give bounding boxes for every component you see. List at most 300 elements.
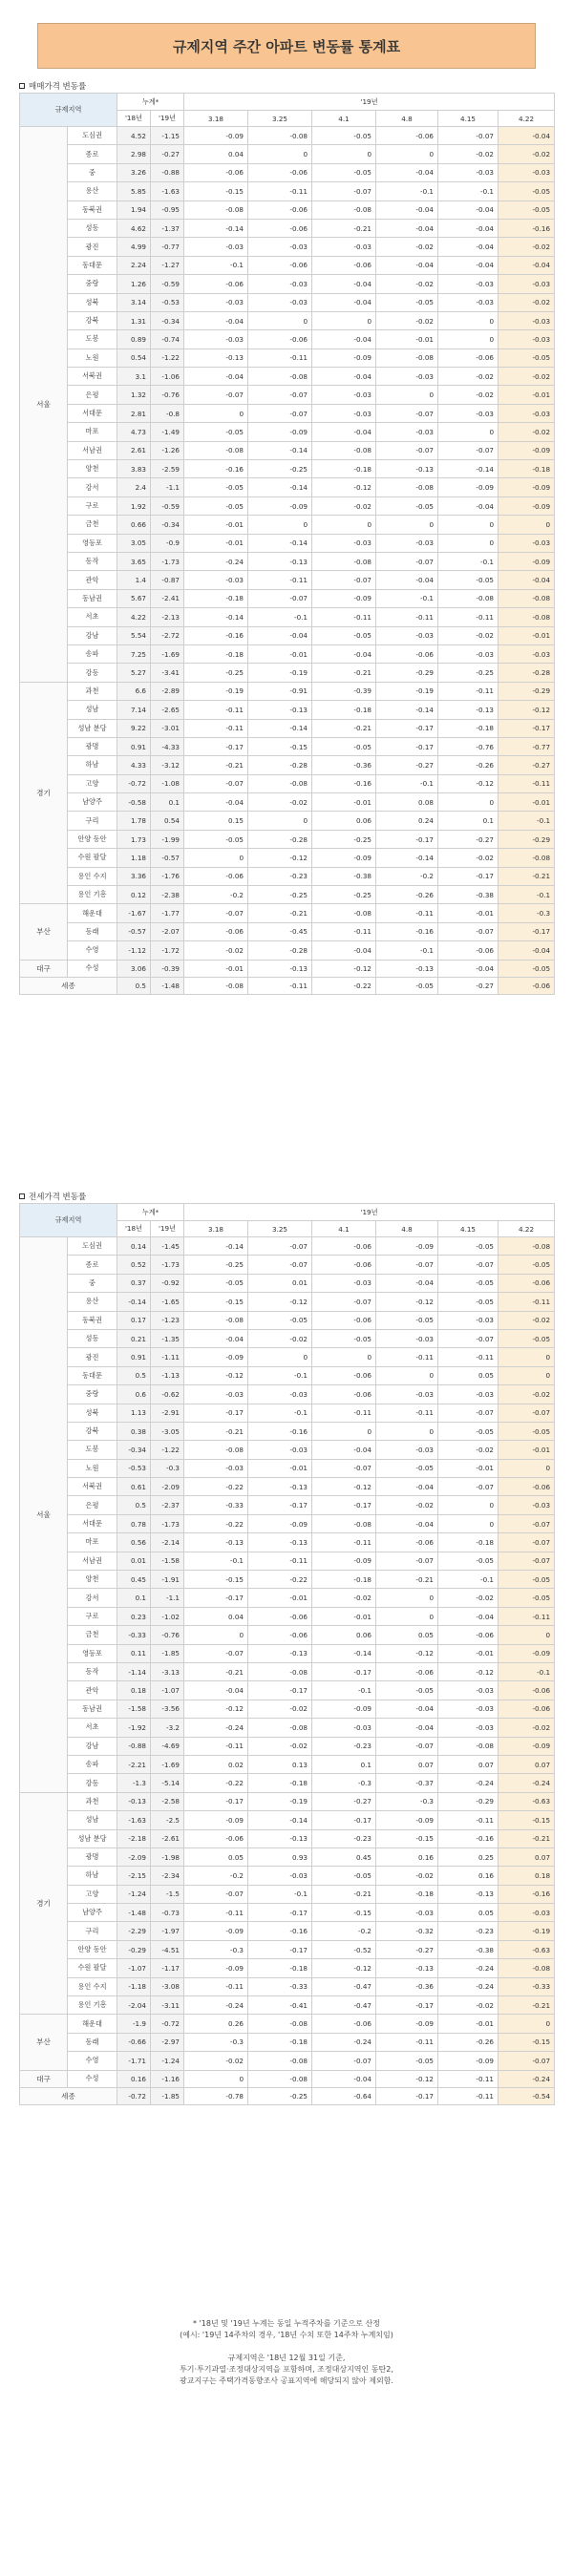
district-cell: 동대문 bbox=[68, 256, 117, 274]
table-row bbox=[20, 682, 555, 700]
value-cell: -0.04 bbox=[312, 2070, 376, 2087]
table-row bbox=[20, 960, 555, 977]
region-cell: 경기 bbox=[20, 1792, 68, 2015]
value-cell: -0.24 bbox=[438, 1774, 499, 1792]
district-cell: 서대문 bbox=[68, 404, 117, 422]
district-cell: 성남 분당 bbox=[68, 719, 117, 737]
table-row bbox=[20, 423, 555, 441]
value-cell: -0.02 bbox=[499, 423, 555, 441]
value-cell: -0.29 bbox=[499, 830, 555, 848]
value-cell: -1.77 bbox=[151, 904, 184, 922]
value-cell: -1.97 bbox=[151, 1922, 184, 1940]
value-cell: -1.18 bbox=[117, 1977, 151, 1995]
table-row bbox=[20, 441, 555, 459]
value-cell: -0.01 bbox=[248, 1589, 312, 1607]
value-cell: -0.01 bbox=[499, 793, 555, 812]
value-cell: -0.17 bbox=[376, 830, 438, 848]
value-cell: -0.14 bbox=[184, 219, 248, 237]
value-cell: -0.03 bbox=[438, 1311, 499, 1329]
header-row-1 bbox=[20, 1204, 555, 1221]
table-row bbox=[20, 460, 555, 478]
region-cell: 세종 bbox=[20, 977, 117, 994]
value-cell: 0.14 bbox=[117, 1237, 151, 1256]
value-cell: -1.99 bbox=[151, 830, 184, 848]
table-row bbox=[20, 386, 555, 404]
table-row bbox=[20, 1237, 555, 1256]
value-cell: -0.21 bbox=[312, 664, 376, 682]
table-row bbox=[20, 1293, 555, 1311]
value-cell: -0.06 bbox=[499, 1478, 555, 1496]
value-cell: -2.09 bbox=[117, 1848, 151, 1866]
value-cell: -0.09 bbox=[376, 1811, 438, 1829]
value-cell: -0.02 bbox=[376, 1496, 438, 1514]
value-cell: -0.04 bbox=[376, 1514, 438, 1532]
district-cell: 남양주 bbox=[68, 793, 117, 812]
value-cell: 0.08 bbox=[376, 793, 438, 812]
value-cell: -4.69 bbox=[151, 1737, 184, 1755]
district-cell: 동대문 bbox=[68, 1366, 117, 1384]
value-cell: -0.33 bbox=[248, 1977, 312, 1995]
value-cell: -0.63 bbox=[499, 1792, 555, 1810]
value-cell: -3.2 bbox=[151, 1719, 184, 1737]
district-cell: 안양 동안 bbox=[68, 1940, 117, 1958]
value-cell: -0.03 bbox=[376, 626, 438, 644]
value-cell: -0.03 bbox=[312, 534, 376, 552]
value-cell: -0.02 bbox=[499, 238, 555, 256]
value-cell: -0.05 bbox=[376, 977, 438, 994]
table-row bbox=[20, 1719, 555, 1737]
district-cell: 은평 bbox=[68, 1496, 117, 1514]
value-cell: -0.01 bbox=[248, 1459, 312, 1477]
checkbox-square-icon bbox=[19, 83, 25, 89]
table-row bbox=[20, 1256, 555, 1274]
table-row bbox=[20, 1626, 555, 1644]
table-row bbox=[20, 644, 555, 663]
value-cell: -0.14 bbox=[312, 1644, 376, 1662]
table-row bbox=[20, 1700, 555, 1718]
value-cell: 0.66 bbox=[117, 516, 151, 534]
value-cell: -0.06 bbox=[376, 1533, 438, 1552]
value-cell: -0.04 bbox=[376, 219, 438, 237]
table-row bbox=[20, 1774, 555, 1792]
value-cell: -0.01 bbox=[312, 793, 376, 812]
value-cell: -0.08 bbox=[248, 1662, 312, 1680]
district-cell: 강남 bbox=[68, 1737, 117, 1755]
district-cell: 마포 bbox=[68, 423, 117, 441]
value-cell: -0.1 bbox=[499, 812, 555, 830]
value-cell: -0.03 bbox=[499, 330, 555, 348]
value-cell: -0.28 bbox=[248, 756, 312, 774]
value-cell: -0.17 bbox=[184, 737, 248, 755]
value-cell: -0.02 bbox=[438, 849, 499, 867]
value-cell: -0.05 bbox=[184, 830, 248, 848]
jeonse-change-table bbox=[19, 1203, 555, 2105]
value-cell: -0.05 bbox=[438, 571, 499, 589]
value-cell: 0 bbox=[312, 1422, 376, 1440]
table-row bbox=[20, 2087, 555, 2104]
value-cell: 0.21 bbox=[117, 1329, 151, 1347]
value-cell: -0.05 bbox=[248, 1311, 312, 1329]
value-cell: -0.17 bbox=[248, 1681, 312, 1700]
value-cell: -1.67 bbox=[117, 904, 151, 922]
value-cell: -0.08 bbox=[248, 2070, 312, 2087]
district-cell: 서북권 bbox=[68, 368, 117, 386]
value-cell: -0.03 bbox=[312, 238, 376, 256]
district-cell: 안양 동안 bbox=[68, 830, 117, 848]
value-cell: -0.05 bbox=[438, 1293, 499, 1311]
table-row bbox=[20, 737, 555, 755]
value-cell: -0.25 bbox=[184, 1256, 248, 1274]
value-cell: -1.14 bbox=[117, 1662, 151, 1680]
district-cell: 성남 bbox=[68, 701, 117, 719]
value-cell: -0.66 bbox=[117, 2033, 151, 2051]
value-cell: -0.17 bbox=[184, 1404, 248, 1422]
value-cell: -0.07 bbox=[248, 1237, 312, 1256]
value-cell: -0.05 bbox=[184, 1274, 248, 1292]
value-cell: 0.05 bbox=[438, 1366, 499, 1384]
value-cell: -0.09 bbox=[499, 478, 555, 496]
value-cell: -0.3 bbox=[376, 1792, 438, 1810]
value-cell: -1.22 bbox=[151, 348, 184, 367]
table-row bbox=[20, 977, 555, 994]
table-row bbox=[20, 1366, 555, 1384]
table-row bbox=[20, 275, 555, 293]
value-cell: 2.81 bbox=[117, 404, 151, 422]
value-cell: -0.11 bbox=[499, 1607, 555, 1625]
value-cell: -0.18 bbox=[248, 2033, 312, 2051]
district-cell: 성북 bbox=[68, 1404, 117, 1422]
value-cell: -0.04 bbox=[376, 1719, 438, 1737]
value-cell: -0.11 bbox=[248, 1552, 312, 1570]
value-cell: -0.17 bbox=[184, 1792, 248, 1810]
value-cell: -0.06 bbox=[376, 644, 438, 663]
district-cell: 영등포 bbox=[68, 1644, 117, 1662]
value-cell: 0 bbox=[438, 423, 499, 441]
value-cell: -0.11 bbox=[184, 1977, 248, 1995]
district-cell: 도심권 bbox=[68, 1237, 117, 1256]
value-cell: -0.07 bbox=[184, 1644, 248, 1662]
value-cell: -3.56 bbox=[151, 1700, 184, 1718]
district-cell: 동남권 bbox=[68, 1700, 117, 1718]
district-cell: 용인 기흥 bbox=[68, 886, 117, 904]
value-cell: -0.07 bbox=[438, 1329, 499, 1347]
value-cell: -0.14 bbox=[184, 608, 248, 626]
value-cell: 1.32 bbox=[117, 386, 151, 404]
page-title: 규제지역 주간 아파트 변동률 통계표 bbox=[37, 23, 536, 69]
value-cell: 0.15 bbox=[184, 812, 248, 830]
value-cell: 0.1 bbox=[151, 793, 184, 812]
district-cell: 광명 bbox=[68, 1848, 117, 1866]
value-cell: -0.11 bbox=[184, 701, 248, 719]
district-cell: 구리 bbox=[68, 1922, 117, 1940]
table-row bbox=[20, 608, 555, 626]
table-row bbox=[20, 1589, 555, 1607]
value-cell: -0.17 bbox=[312, 1811, 376, 1829]
value-cell: -0.05 bbox=[438, 1274, 499, 1292]
value-cell: 6.6 bbox=[117, 682, 151, 700]
value-cell: -0.05 bbox=[499, 1422, 555, 1440]
table-row bbox=[20, 1829, 555, 1848]
value-cell: -0.87 bbox=[151, 571, 184, 589]
value-cell: -0.02 bbox=[376, 311, 438, 329]
value-cell: -0.8 bbox=[151, 404, 184, 422]
value-cell: 0.01 bbox=[248, 1274, 312, 1292]
value-cell: 0 bbox=[248, 516, 312, 534]
value-cell: -0.2 bbox=[312, 1922, 376, 1940]
value-cell: -0.07 bbox=[376, 404, 438, 422]
value-cell: -0.03 bbox=[376, 534, 438, 552]
value-cell: -0.03 bbox=[376, 1329, 438, 1347]
value-cell: -0.15 bbox=[312, 1904, 376, 1922]
value-cell: -0.05 bbox=[499, 1589, 555, 1607]
value-cell: -0.3 bbox=[312, 1774, 376, 1792]
value-cell: -0.18 bbox=[499, 460, 555, 478]
value-cell: -0.12 bbox=[248, 849, 312, 867]
value-cell: -0.03 bbox=[376, 1904, 438, 1922]
district-cell: 용산 bbox=[68, 1293, 117, 1311]
value-cell: -2.09 bbox=[151, 1478, 184, 1496]
region-cell: 부산 bbox=[20, 2015, 68, 2070]
value-cell: -1.26 bbox=[151, 441, 184, 459]
value-cell: -0.21 bbox=[312, 219, 376, 237]
value-cell: 1.78 bbox=[117, 812, 151, 830]
value-cell: -0.17 bbox=[376, 737, 438, 755]
value-cell: -0.12 bbox=[438, 774, 499, 792]
value-cell: -1.37 bbox=[151, 219, 184, 237]
value-cell: 7.14 bbox=[117, 701, 151, 719]
week-date-header: 4.1 bbox=[312, 1221, 376, 1237]
value-cell: -1.15 bbox=[151, 127, 184, 145]
value-cell: -0.06 bbox=[248, 163, 312, 181]
value-cell: -0.05 bbox=[438, 1422, 499, 1440]
value-cell: -0.08 bbox=[376, 348, 438, 367]
value-cell: -0.26 bbox=[438, 2033, 499, 2051]
district-cell: 수성 bbox=[68, 2070, 117, 2087]
value-cell: -0.24 bbox=[438, 1977, 499, 1995]
region-header: 규제지역 bbox=[20, 1204, 117, 1237]
value-cell: -0.01 bbox=[184, 960, 248, 977]
cumulative-year-header: '18년 bbox=[117, 111, 151, 127]
value-cell: 0 bbox=[376, 516, 438, 534]
value-cell: 3.36 bbox=[117, 867, 151, 885]
value-cell: -0.06 bbox=[248, 256, 312, 274]
value-cell: -0.04 bbox=[312, 423, 376, 441]
value-cell: -0.27 bbox=[499, 756, 555, 774]
value-cell: -0.07 bbox=[376, 1737, 438, 1755]
value-cell: -4.51 bbox=[151, 1940, 184, 1958]
value-cell: 0.11 bbox=[117, 1644, 151, 1662]
value-cell: -0.09 bbox=[499, 441, 555, 459]
value-cell: -0.03 bbox=[438, 644, 499, 663]
value-cell: 0.06 bbox=[312, 812, 376, 830]
value-cell: -1.65 bbox=[151, 1293, 184, 1311]
value-cell: -0.01 bbox=[499, 1441, 555, 1459]
value-cell: -1.73 bbox=[151, 1514, 184, 1532]
table-row bbox=[20, 1885, 555, 1903]
table-row bbox=[20, 1904, 555, 1922]
value-cell: 0.1 bbox=[438, 812, 499, 830]
value-cell: -0.13 bbox=[248, 552, 312, 570]
value-cell: 0 bbox=[499, 1459, 555, 1477]
value-cell: -0.07 bbox=[499, 1404, 555, 1422]
table-row bbox=[20, 368, 555, 386]
value-cell: -0.05 bbox=[499, 1571, 555, 1589]
value-cell: -0.13 bbox=[117, 1792, 151, 1810]
value-cell: -1.23 bbox=[151, 1311, 184, 1329]
value-cell: -1.48 bbox=[117, 1904, 151, 1922]
table-row bbox=[20, 941, 555, 960]
value-cell: -0.01 bbox=[184, 534, 248, 552]
value-cell: 0 bbox=[499, 1626, 555, 1644]
value-cell: -0.05 bbox=[376, 1681, 438, 1700]
value-cell: -0.15 bbox=[376, 1829, 438, 1848]
value-cell: -0.24 bbox=[184, 1719, 248, 1737]
value-cell: -1.08 bbox=[151, 774, 184, 792]
table-row bbox=[20, 664, 555, 682]
value-cell: -0.11 bbox=[499, 1293, 555, 1311]
district-cell: 용산 bbox=[68, 182, 117, 201]
value-cell: -0.08 bbox=[184, 1441, 248, 1459]
value-cell: -0.08 bbox=[248, 2015, 312, 2033]
value-cell: 0.16 bbox=[117, 2070, 151, 2087]
value-cell: -0.01 bbox=[499, 626, 555, 644]
value-cell: 0.16 bbox=[438, 1867, 499, 1885]
value-cell: -0.36 bbox=[312, 756, 376, 774]
value-cell: -2.59 bbox=[151, 460, 184, 478]
value-cell: -0.04 bbox=[438, 201, 499, 219]
value-cell: -0.24 bbox=[184, 552, 248, 570]
value-cell: -0.03 bbox=[438, 275, 499, 293]
value-cell: -0.1 bbox=[438, 182, 499, 201]
value-cell: -0.09 bbox=[376, 1237, 438, 1256]
value-cell: -0.24 bbox=[184, 1996, 248, 2015]
cumulative-year-header: '19년 bbox=[151, 1221, 184, 1237]
value-cell: 0 bbox=[184, 1626, 248, 1644]
district-cell: 강북 bbox=[68, 1422, 117, 1440]
value-cell: -0.06 bbox=[184, 922, 248, 940]
value-cell: -0.09 bbox=[312, 849, 376, 867]
value-cell: -0.12 bbox=[312, 478, 376, 496]
value-cell: -0.11 bbox=[438, 682, 499, 700]
table-row bbox=[20, 1441, 555, 1459]
value-cell: 0.04 bbox=[184, 145, 248, 163]
value-cell: -0.73 bbox=[151, 1904, 184, 1922]
value-cell: -0.02 bbox=[499, 145, 555, 163]
value-cell: -0.03 bbox=[438, 1719, 499, 1737]
value-cell: 0.45 bbox=[312, 1848, 376, 1866]
value-cell: 0.38 bbox=[117, 1422, 151, 1440]
district-cell: 성남 bbox=[68, 1811, 117, 1829]
value-cell: -0.53 bbox=[151, 293, 184, 311]
value-cell: 4.73 bbox=[117, 423, 151, 441]
district-cell: 서초 bbox=[68, 608, 117, 626]
value-cell: -0.3 bbox=[184, 2033, 248, 2051]
value-cell: -0.11 bbox=[312, 922, 376, 940]
value-cell: -0.08 bbox=[499, 589, 555, 607]
table-row bbox=[20, 330, 555, 348]
value-cell: 0.93 bbox=[248, 1848, 312, 1866]
value-cell: -0.17 bbox=[184, 1589, 248, 1607]
value-cell: -0.08 bbox=[312, 904, 376, 922]
district-cell: 고양 bbox=[68, 774, 117, 792]
value-cell: -0.08 bbox=[248, 1719, 312, 1737]
value-cell: -1.12 bbox=[117, 941, 151, 960]
value-cell: -0.34 bbox=[117, 1441, 151, 1459]
value-cell: 0.54 bbox=[151, 812, 184, 830]
value-cell: 0.24 bbox=[376, 812, 438, 830]
value-cell: 0 bbox=[438, 311, 499, 329]
value-cell: -0.08 bbox=[248, 2052, 312, 2070]
value-cell: -0.08 bbox=[248, 127, 312, 145]
value-cell: -0.38 bbox=[312, 867, 376, 885]
value-cell: -0.03 bbox=[438, 293, 499, 311]
value-cell: -0.06 bbox=[312, 1237, 376, 1256]
value-cell: -0.22 bbox=[184, 1514, 248, 1532]
district-cell: 용인 수지 bbox=[68, 867, 117, 885]
value-cell: -0.07 bbox=[438, 127, 499, 145]
value-cell: -0.11 bbox=[184, 719, 248, 737]
value-cell: 0.04 bbox=[184, 1607, 248, 1625]
value-cell: -0.06 bbox=[248, 1626, 312, 1644]
district-cell: 서남권 bbox=[68, 1552, 117, 1570]
value-cell: -0.06 bbox=[248, 1607, 312, 1625]
value-cell: -0.06 bbox=[499, 1274, 555, 1292]
value-cell: -0.62 bbox=[151, 1385, 184, 1404]
table-row bbox=[20, 756, 555, 774]
district-cell: 중랑 bbox=[68, 275, 117, 293]
value-cell: 0 bbox=[248, 812, 312, 830]
value-cell: -1.9 bbox=[117, 2015, 151, 2033]
value-cell: -2.13 bbox=[151, 608, 184, 626]
value-cell: -0.27 bbox=[438, 977, 499, 994]
value-cell: -2.58 bbox=[151, 1792, 184, 1810]
value-cell: -1.06 bbox=[151, 368, 184, 386]
value-cell: 0.91 bbox=[117, 737, 151, 755]
value-cell: -0.21 bbox=[184, 1422, 248, 1440]
district-cell: 송파 bbox=[68, 644, 117, 663]
value-cell: 5.85 bbox=[117, 182, 151, 201]
value-cell: -0.08 bbox=[312, 441, 376, 459]
value-cell: -1.63 bbox=[151, 182, 184, 201]
value-cell: -0.1 bbox=[376, 774, 438, 792]
district-cell: 도심권 bbox=[68, 127, 117, 145]
value-cell: -0.03 bbox=[438, 1700, 499, 1718]
value-cell: -0.16 bbox=[184, 626, 248, 644]
value-cell: -1.69 bbox=[151, 1755, 184, 1773]
table-row bbox=[20, 867, 555, 885]
value-cell: -0.02 bbox=[376, 275, 438, 293]
district-cell: 강북 bbox=[68, 311, 117, 329]
value-cell: -0.03 bbox=[312, 386, 376, 404]
value-cell: 4.22 bbox=[117, 608, 151, 626]
value-cell: -0.02 bbox=[499, 293, 555, 311]
value-cell: -0.21 bbox=[499, 1996, 555, 2015]
value-cell: 1.73 bbox=[117, 830, 151, 848]
cumulative-header: 누계* bbox=[117, 94, 184, 111]
value-cell: -0.11 bbox=[438, 608, 499, 626]
value-cell: -0.03 bbox=[184, 238, 248, 256]
district-cell: 은평 bbox=[68, 386, 117, 404]
table-row bbox=[20, 922, 555, 940]
value-cell: -0.07 bbox=[438, 1478, 499, 1496]
value-cell: -0.88 bbox=[151, 163, 184, 181]
value-cell: -0.11 bbox=[248, 182, 312, 201]
value-cell: -0.11 bbox=[248, 977, 312, 994]
value-cell: -0.04 bbox=[184, 368, 248, 386]
value-cell: -0.76 bbox=[151, 1626, 184, 1644]
value-cell: 0 bbox=[376, 386, 438, 404]
district-cell: 서북권 bbox=[68, 1478, 117, 1496]
